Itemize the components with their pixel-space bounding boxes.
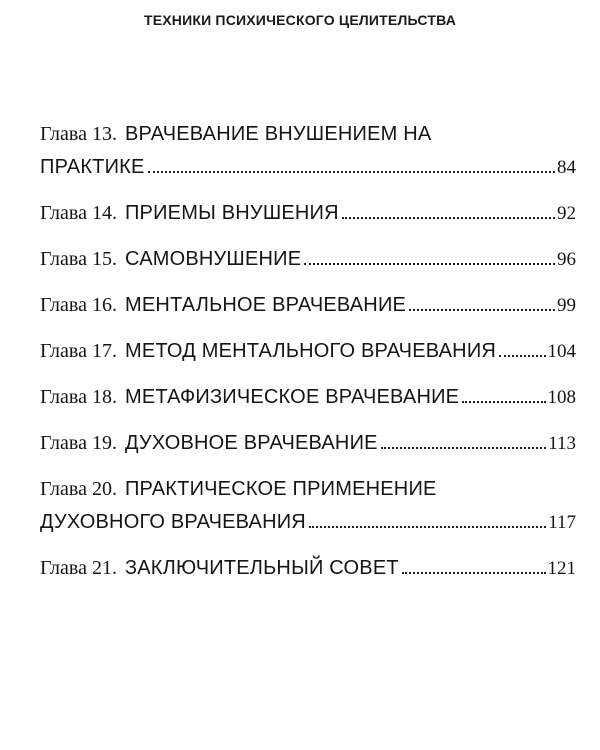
toc-line [40, 335, 576, 368]
toc-line [40, 552, 576, 585]
page-number: 113 [548, 433, 576, 454]
chapter-number: Глава 15. [40, 248, 117, 270]
toc-line [40, 506, 576, 539]
page-number: 84 [557, 157, 576, 178]
toc-entry-chapter-15[interactable] [40, 243, 576, 276]
chapter-number: Глава 14. [40, 202, 117, 224]
toc-line [40, 151, 576, 184]
toc-entry-chapter-14[interactable] [40, 197, 576, 230]
chapter-number: Глава 19. [40, 432, 117, 454]
dot-leader [342, 216, 555, 219]
chapter-title: МЕНТАЛЬНОЕ ВРАЧЕВАНИЕ [124, 294, 407, 316]
toc-entry-chapter-21[interactable] [40, 552, 576, 585]
chapter-number: Глава 18. [40, 386, 117, 408]
chapter-title: МЕТАФИЗИЧЕСКОЕ ВРАЧЕВАНИЕ [124, 386, 460, 408]
dot-leader [309, 525, 546, 528]
toc-line [40, 427, 576, 460]
chapter-title-continued: ПРАКТИКЕ [40, 156, 145, 178]
toc-line [40, 289, 576, 322]
page-number: 96 [557, 249, 576, 270]
chapter-title: САМОВНУШЕНИЕ [124, 248, 302, 270]
toc-entry-chapter-20[interactable] [40, 473, 576, 539]
chapter-title: ЗАКЛЮЧИТЕЛЬНЫЙ СОВЕТ [124, 557, 399, 579]
toc-entry-chapter-19[interactable] [40, 427, 576, 460]
chapter-number: Глава 16. [40, 294, 117, 316]
chapter-title: ДУХОВНОЕ ВРАЧЕВАНИЕ [124, 432, 378, 454]
dot-leader [462, 400, 545, 403]
chapter-title: ВРАЧЕВАНИЕ ВНУШЕНИЕМ НА [124, 123, 432, 145]
chapter-number: Глава 20. [40, 478, 117, 500]
chapter-title: ПРАКТИЧЕСКОЕ ПРИМЕНЕНИЕ [124, 478, 437, 500]
toc-line [40, 118, 576, 151]
toc-entry-chapter-17[interactable] [40, 335, 576, 368]
toc-entry-chapter-16[interactable] [40, 289, 576, 322]
chapter-number: Глава 13. [40, 123, 117, 145]
dot-leader [499, 354, 545, 357]
chapter-title: МЕТОД МЕНТАЛЬНОГО ВРАЧЕВАНИЯ [124, 340, 497, 362]
toc-entry-chapter-13[interactable] [40, 118, 576, 184]
dot-leader [409, 308, 555, 311]
dot-leader [304, 262, 555, 265]
toc-entry-chapter-18[interactable] [40, 381, 576, 414]
toc-line [40, 381, 576, 414]
dot-leader [381, 446, 547, 449]
dot-leader [402, 571, 546, 574]
dot-leader [148, 170, 555, 173]
page-number: 117 [548, 512, 576, 533]
running-header: ТЕХНИКИ ПСИХИЧЕСКОГО ЦЕЛИТЕЛЬСТВА [143, 12, 457, 28]
toc-line [40, 473, 576, 506]
page-number: 121 [547, 558, 576, 579]
page-number: 99 [557, 295, 576, 316]
chapter-title-continued: ДУХОВНОГО ВРАЧЕВАНИЯ [40, 511, 306, 533]
toc-line [40, 243, 576, 276]
chapter-title: ПРИЕМЫ ВНУШЕНИЯ [124, 202, 339, 224]
chapter-number: Глава 21. [40, 557, 117, 579]
table-of-contents [40, 118, 576, 598]
page-number: 104 [547, 341, 576, 362]
page-number: 108 [547, 387, 576, 408]
page-number: 92 [557, 203, 576, 224]
chapter-number: Глава 17. [40, 340, 117, 362]
toc-line [40, 197, 576, 230]
